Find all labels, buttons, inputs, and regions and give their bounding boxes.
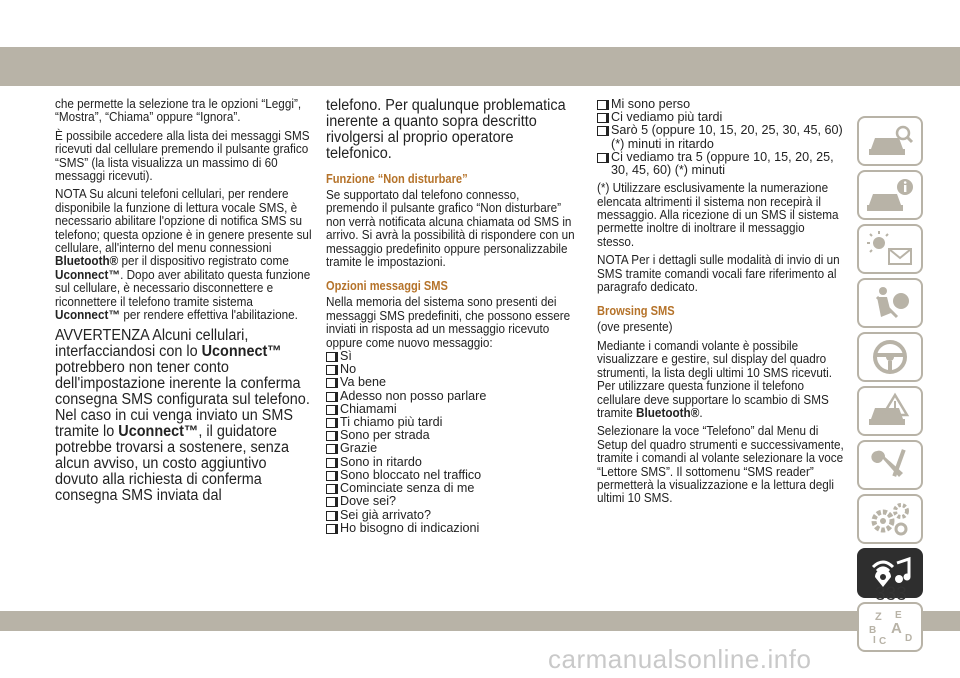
paragraph: (ove presente) (597, 320, 673, 335)
chapter-sidebar (857, 116, 923, 656)
alphabet-index-icon[interactable] (857, 602, 923, 652)
list-item-text: Sono bloccato nel traffico (340, 467, 482, 482)
list-item-text: Chiamami (340, 401, 397, 416)
list-item-text: Sì (340, 349, 352, 364)
index-letter: I (873, 635, 876, 646)
index-letter: A (891, 620, 902, 637)
note-paragraph: NOTA Su alcuni telefoni cellulari, per rendere disponibile la funzione di lettura vocale SMS, è necessario abilitare l'opzione di notifica SMS su telefono; questa opzione è in genere presente sul cellulare, all'interno del menu connessioni Bluetooth® per il dispositivo registrato come Uconnect™. Dopo aver abilitato questa funzione sul cellulare, è necessario disconnettere e riconnettere il telefono tramite sistema Uconnect™ per rendere effettiva l'abilitazione. (55, 187, 312, 323)
checkbox-bullet-icon (326, 471, 338, 481)
list-item-text: Adesso non posso parlare (340, 388, 487, 403)
list-item-text: No (340, 362, 357, 377)
checkbox-bullet-icon (326, 352, 338, 362)
checkbox-bullet-icon (326, 484, 338, 494)
car-info-icon[interactable] (857, 170, 923, 220)
note-paragraph: NOTA Per i dettagli sulle modalità di invio di un SMS tramite comandi vocali fare riferimento al paragrafo dedicato. (597, 253, 840, 295)
section-heading: Opzioni messaggi SMS (326, 279, 448, 294)
warning-paragraph: AVVERTENZA Alcuni cellulari, interfacciandosi con lo Uconnect™ potrebbero non tener conto dell'impostazione inerente la conferma consegna SMS configurata sul telefono. Nel caso in cui venga inviato un SMS tramite lo Uconnect™, il guidatore potrebbe trovarsi a sostenere, senza alcun avviso, un costo aggiuntivo dovuto alla richiesta di conferma consegna SMS inviata dal (55, 326, 310, 504)
list-item (326, 522, 576, 535)
footer-bar (0, 611, 960, 631)
checkbox-bullet-icon (597, 153, 609, 163)
paragraph: Se supportato dal telefono connesso, premendo il pulsante grafico “Non disturbare” non verrà notificata alcuna chiamata od SMS in arrivo. Si avrà la possibilità di rispondere con un messaggio predefinito oppure personalizzabile tramite le impostazioni. (326, 188, 575, 270)
paragraph: Nella memoria del sistema sono presenti dei messaggi SMS predefiniti, che possono essere inviati in risposta ad un messaggio ricevuto oppure come nuovo messaggio: (326, 295, 571, 350)
index-letter: B (869, 625, 877, 636)
sms-options-list-continued (597, 98, 845, 177)
checkbox-bullet-icon (326, 378, 338, 388)
list-item (597, 124, 845, 150)
checkbox-bullet-icon (326, 392, 338, 402)
header-bar (0, 47, 960, 86)
list-item (597, 151, 845, 177)
paragraph: telefono. Per qualunque problematica inerente a quanto sopra descritto rivolgersi al proprio operatore telefonico. (326, 97, 566, 162)
steering-wheel-icon[interactable] (857, 332, 923, 382)
section-heading: Browsing SMS (597, 304, 675, 319)
checkbox-bullet-icon (326, 511, 338, 521)
checkbox-bullet-icon (326, 444, 338, 454)
column-1 (55, 98, 313, 510)
index-letter: E (895, 610, 902, 621)
tools-icon[interactable] (857, 440, 923, 490)
list-item-text: Sono in ritardo (340, 454, 422, 469)
list-item-text: Sarò 5 (oppure 10, 15, 20, 25, 30, 45, 60) (*) minuti in ritardo (611, 123, 843, 151)
column-3 (597, 98, 845, 511)
checkbox-bullet-icon (326, 458, 338, 468)
list-item-text: Grazie (340, 441, 378, 456)
checkbox-bullet-icon (326, 524, 338, 534)
car-breakdown-icon[interactable] (857, 386, 923, 436)
index-letter: Z (875, 611, 882, 623)
list-item-text: Dove sei? (340, 494, 397, 509)
checkbox-bullet-icon (597, 113, 609, 123)
column-2 (326, 98, 576, 535)
list-item (326, 350, 576, 363)
list-item-text: Ci vediamo più tardi (611, 110, 723, 125)
list-item-text: Mi sono perso (611, 97, 691, 111)
watermark: carmanualsonline.info (548, 644, 812, 674)
list-item-text: Ti chiamo più tardi (340, 415, 443, 430)
sms-options-list (326, 350, 576, 535)
airbag-safety-icon[interactable] (857, 278, 923, 328)
checkbox-bullet-icon (597, 126, 609, 136)
checkbox-bullet-icon (326, 405, 338, 415)
car-search-icon[interactable] (857, 116, 923, 166)
page-number: 333 (875, 584, 907, 605)
list-item-text: Cominciate senza di me (340, 481, 475, 496)
checkbox-bullet-icon (326, 365, 338, 375)
paragraph: È possibile accedere alla lista dei messaggi SMS ricevuti dal cellulare premendo il pulsante grafico “SMS” (la lista visualizza un massimo di 60 messaggi ricevuti). (55, 128, 310, 184)
checkbox-bullet-icon (597, 100, 609, 110)
index-letter: C (879, 636, 887, 647)
settings-gears-icon[interactable] (857, 494, 923, 544)
list-item-text: Ho bisogno di indicazioni (340, 520, 480, 535)
checkbox-bullet-icon (326, 497, 338, 507)
paragraph: Mediante i comandi volante è possibile visualizzare e gestire, sul display del quadro strumenti, la lista degli ultimi 10 SMS ricevuti. Per utilizzare questa funzione il telefono cellulare deve supportare lo scambio di SMS tramite Bluetooth®. (597, 338, 832, 420)
checkbox-bullet-icon (326, 418, 338, 428)
index-letter: D (905, 633, 913, 644)
paragraph: (*) Utilizzare esclusivamente la numerazione elencata altrimenti il sistema non recepirà il messaggio. Alla ricezione di un SMS il sistema permette inoltre di inoltrare il messaggio stesso. (597, 181, 839, 249)
checkbox-bullet-icon (326, 431, 338, 441)
section-heading: Funzione “Non disturbare” (326, 172, 468, 186)
list-item-text: Ci vediamo tra 5 (oppure 10, 15, 20, 25, 30, 45, 60) (*) minuti (611, 149, 834, 178)
warning-lights-icon[interactable] (857, 224, 923, 274)
paragraph: Selezionare la voce “Telefono” dal Menu di Setup del quadro strumenti e successivamente, tramite i comandi al volante selezionare la voce “Lettore SMS”. Il sottomenu “SMS reader” permetterà la visualizzazione e la lettura degli ultimi 10 SMS. (597, 424, 844, 506)
list-item-text: Va bene (340, 375, 386, 390)
paragraph: che permette la selezione tra le opzioni “Leggi”, “Mostra”, “Chiama” oppure “Ignora”. (55, 97, 302, 125)
list-item-text: Sei già arrivato? (340, 507, 432, 522)
list-item-text: Sono per strada (340, 428, 430, 443)
